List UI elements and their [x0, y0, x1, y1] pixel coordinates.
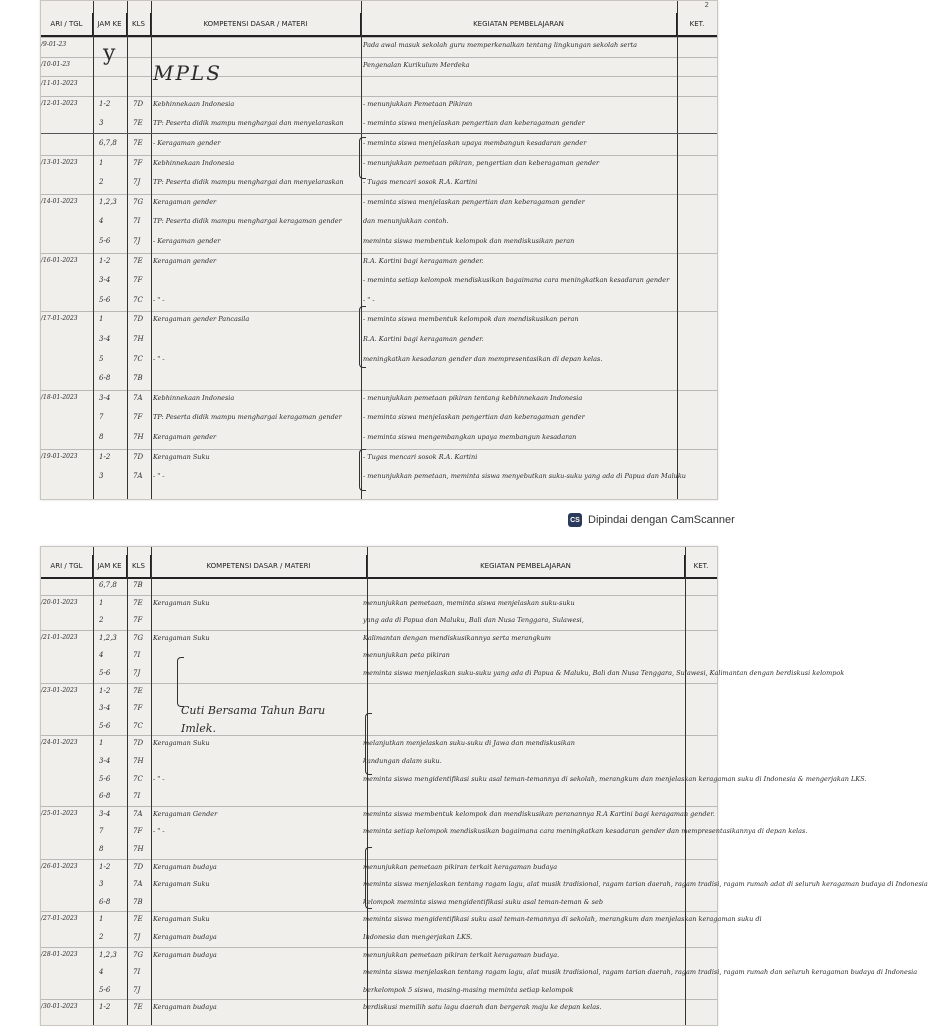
row-kg: - meminta siswa menjelaskan pengertian dan keberagaman gender [363, 413, 585, 422]
row-kls: 7H [133, 757, 144, 765]
row-jam: 4 [99, 651, 104, 660]
header-ket: KET. [693, 561, 709, 570]
row-jam: 1 [99, 739, 104, 748]
row-kg: meminta setiap kelompok mendiskusikan bagaimana cara meningkatkan kesadaran gender dan mempresentasikannya di depan kelas. [363, 827, 808, 836]
row-date: /30-01-2023 [41, 1003, 78, 1011]
row-kd: Keragaman Suku [153, 598, 210, 607]
row-jam: 5-6 [99, 774, 111, 783]
row-date: /9-01-23 [41, 41, 67, 48]
row-kls: 7D [133, 739, 144, 748]
row-kg: meminta siswa menjelaskan tentang ragam lagu, alat musik tradisional, ragam tarian daerah, ragam tradisi, ragam rumah adat di seluruh keragaman budaya di Indonesia [363, 880, 928, 889]
row-kg: - menunjukkan Pemetaan Pikiran [363, 99, 473, 108]
header-jam: JAM KE [93, 13, 127, 35]
row-kls: 7A [133, 472, 143, 481]
row-kg: menunjukkan pemetaan, meminta siswa menjelaskan suku-suku [363, 598, 575, 607]
table-header-2 [41, 555, 717, 579]
row-kls: 7F [133, 158, 143, 167]
row-jam: 1 [99, 915, 104, 924]
row-jam: 6,7,8 [99, 139, 117, 147]
row-kls: 7G [133, 633, 144, 642]
row-kd: Keragaman Suku [153, 452, 210, 461]
row-kg: berkelompok 5 siswa, masing-masing meminta setiap kelompok [363, 985, 574, 994]
row-kd: - Keragaman gender [153, 237, 221, 245]
row-kg: - menunjukkan pemetaan, meminta siswa menyebutkan suku-suku yang ada di Papua dan Maluku [363, 472, 686, 481]
row-kg: - meminta setiap kelompok mendiskusikan bagaimana cara meningkatkan kesadaran gender [363, 276, 670, 285]
row-kls: 7F [133, 704, 143, 713]
row-kd: - Keragaman gender [153, 139, 221, 147]
row-jam: 6-8 [99, 792, 111, 801]
row-kd: Keragaman Suku [153, 739, 210, 748]
row-kd: TP: Peserta didik mampu menghargai dan menyelaraskan [153, 178, 344, 187]
row-kd: TP: Peserta didik mampu menghargai keragaman gender [153, 413, 342, 422]
row-kg: meminta siswa mengidentifikasi suku asal teman-temannya di sekolah, merangkum dan menjelaskan keragaman suku di [363, 915, 762, 924]
row-kd: - " - [153, 472, 165, 481]
row-kg: menunjukkan pemetaan pikiran terkait keragaman budaya [363, 862, 558, 871]
row-date: /20-01-2023 [41, 598, 78, 606]
row-jam: 6-8 [99, 897, 111, 906]
row-kd: Kebhinnekaan Indonesia [153, 158, 235, 167]
row-kg: dan menunjukkan contoh. [363, 217, 449, 226]
row-kls: 7B [133, 581, 143, 589]
row-kg: - Tugas mencari sosok R.A. Kartini [363, 178, 478, 187]
row-kg: Pengenalan Kurikulum Merdeka [363, 60, 470, 69]
row-jam: 3-4 [99, 393, 111, 402]
row-kg: R.A. Kartini bagi keragaman gender. [363, 335, 484, 343]
scanned-page-1: 2 ARI / TGL JAM KE KLS KOMPETENSI DASAR / MATERI KEGIATAN PEMBELAJARAN KET. y /9-01-23 Pada awal masuk sekolah guru memperkenalkan tentang lingkungan sekolah serta /10-01-23 MPLS Pengenalan Kurikulum Merdeka /11-01-2023 /12-01-2023 1-2 7D Kebhinnekaan Indonesia - menunjukkan Pemetaan Pikiran 3 7E TP: Peserta didik mampu menghargai dan menyelaraskan - meminta siswa menjelaskan pengertian dan keberagaman gender 6,7,8 7E - Keragaman gender - meminta siswa menjelaskan upaya membangun kesadaran gender /13-01-2023 1 7F Kebhinnekaan Indonesia - menunjukkan pemetaan pikiran, pengertian dan keberagaman gender 2 7J TP: Peserta didik mampu menghargai dan menyelaraskan - Tugas mencari sosok R.A. Kartini /14-01-2023 1,2,3 7G Keragaman gender - meminta siswa menjelaskan pengertian dan keberagaman gender 4 7I TP: Peserta didik mampu menghargai keragaman gender dan menunjukkan contoh. 5-6 7J - Keragaman gender meminta siswa membentuk kelompok dan mendiskusikan peran /16-01-2023 1-2 7E Keragaman gender R.A. Kartini bagi keragaman gender. 3-4 7F - meminta setiap kelompok mendiskusikan bagaimana cara meningkatkan kesadaran gender 5-6 7C - " - - " - /17-01-2023 1 7D Keragaman gender Pancasila - meminta siswa membentuk kelompok dan mendiskusikan peran 3-4 7H R.A. Kartini bagi keragaman gender. 5 7C - " - meningkatkan kesadaran gender dan mempresentasikan di depan kelas. 6-8 7B /18-01-2023 3-4 7A Kebhinnekaan Indonesia - menunjukkan pemetaan pikiran tentang kebhinnekaan Indonesia 7 7F TP: Peserta didik mampu menghargai keragaman gender - meminta siswa menjelaskan pengertian dan keberagaman gender 8 7H Keragaman gender - meminta siswa mengembangkan upaya membangun kesadaran /19-01-2023 1-2 7D Keragaman Suku - Tugas mencari sosok R.A. Kartini 3 7A - " - - menunjukkan pemetaan, meminta siswa menyebutkan suku-suku yang ada di Papua dan Maluku [40, 0, 718, 500]
row-kls: 7F [133, 413, 143, 422]
row-kls: 7C [133, 774, 143, 783]
row-jam: 8 [99, 433, 104, 441]
row-jam: 1-2 [99, 256, 111, 265]
row-kd: Keragaman gender Pancasila [153, 315, 250, 324]
row-kls: 7G [133, 197, 144, 206]
row-kg: R.A. Kartini bagi keragaman gender. [363, 256, 484, 265]
row-kd: MPLS [153, 60, 222, 85]
row-kls: 7F [133, 827, 143, 836]
row-kg: meminta siswa menjelaskan suku-suku yang ada di Papua & Maluku, Bali dan Nusa Tenggara, Sulawesi, Kalimantan dengan berdiskusi kelompok [363, 669, 845, 677]
row-date: /12-01-2023 [41, 99, 78, 107]
row-kg: Kalimantan dengan mendiskusikannya serta merangkum [363, 633, 551, 642]
row-date: /10-01-23 [41, 60, 70, 68]
row-kd: Keragaman budaya [153, 950, 217, 959]
row-jam: 5 [99, 354, 104, 363]
row-jam: 3 [99, 880, 104, 889]
row-kg: - meminta siswa menjelaskan upaya membangun kesadaran gender [363, 139, 587, 147]
row-date: /28-01-2023 [41, 950, 78, 958]
row-kg: Pada awal masuk sekolah guru memperkenalkan tentang lingkungan sekolah serta [363, 41, 637, 49]
row-kg: - meminta siswa mengembangkan upaya membangun kesadaran [363, 433, 577, 441]
row-kls: 7B [133, 897, 143, 906]
row-date: /23-01-2023 [41, 686, 78, 694]
row-kg: meningkatkan kesadaran gender dan mempresentasikan di depan kelas. [363, 354, 603, 363]
row-date: /13-01-2023 [41, 158, 78, 166]
row-date: /18-01-2023 [41, 393, 78, 401]
row-kd: Keragaman Gender [153, 809, 218, 818]
camscanner-icon: CS [568, 513, 582, 527]
row-jam: 3-4 [99, 809, 111, 818]
row-kd: Keragaman gender [153, 197, 217, 206]
row-jam: 1-2 [99, 452, 111, 461]
row-kg: - meminta siswa menjelaskan pengertian dan keberagaman gender [363, 119, 585, 128]
page-number: 2 [704, 1, 709, 9]
row-kd: Keragaman budaya [153, 1003, 217, 1012]
row-kls: 7E [133, 256, 143, 265]
row-date: /27-01-2023 [41, 915, 78, 923]
row-date: /26-01-2023 [41, 862, 78, 870]
row-kg: - " - [363, 295, 375, 304]
row-jam: 1,2,3 [99, 633, 117, 642]
row-kls: 7E [133, 139, 143, 147]
row-kd: Kebhinnekaan Indonesia [153, 99, 235, 108]
row-jam: 1-2 [99, 862, 111, 871]
header-kd: KOMPETENSI DASAR / MATERI [151, 13, 361, 35]
row-jam: 5-6 [99, 237, 111, 245]
row-jam: 1 [99, 158, 104, 167]
row-jam: 5-6 [99, 721, 111, 730]
row-kd: Keragaman Suku [153, 880, 210, 889]
row-kg: meminta siswa membentuk kelompok dan mendiskusikan peran [363, 237, 575, 245]
row-kls: 7A [133, 393, 143, 402]
row-kg: - menunjukkan pemetaan pikiran tentang kebhinnekaan Indonesia [363, 393, 583, 402]
row-kg: - meminta siswa membentuk kelompok dan mendiskusikan peran [363, 315, 579, 324]
header-kls: KLS [127, 13, 151, 35]
row-kd: - " - [153, 774, 165, 783]
row-jam: 1 [99, 598, 104, 607]
header-ket: KET. [689, 19, 705, 28]
row-kls: 7H [133, 433, 144, 441]
row-kls: 7D [133, 99, 144, 108]
camscanner-text: Dipindai dengan CamScanner [588, 514, 735, 526]
row-kd: Keragaman gender [153, 256, 217, 265]
row-date: /21-01-2023 [41, 633, 78, 641]
row-kg: berdiskusi memilih satu lagu daerah dan bergerak maju ke depan kelas. [363, 1003, 602, 1012]
row-kd: - " - [153, 295, 165, 304]
row-kg: meminta siswa membentuk kelompok dan mendiskusikan peranannya R.A Kartini bagi keragaman gender. [363, 809, 715, 818]
row-kls: 7I [133, 792, 141, 801]
row-kg: meminta siswa mengidentifikasi suku asal teman-temannya di sekolah, merangkum dan menjelaskan keragaman suku di Indonesia & mengerjakan LKS. [363, 774, 867, 783]
row-kls: 7B [133, 374, 143, 383]
row-kg: - Tugas mencari sosok R.A. Kartini [363, 452, 478, 461]
row-kd: Keragaman gender [153, 433, 217, 441]
row-kd: TP: Peserta didik mampu menghargai dan menyelaraskan [153, 119, 344, 128]
row-jam: 7 [99, 827, 104, 836]
row-kls: 7D [133, 862, 144, 871]
row-kls: 7E [133, 915, 143, 924]
row-date: /16-01-2023 [41, 256, 78, 264]
row-kls: 7I [133, 651, 141, 660]
row-date: /19-01-2023 [41, 452, 78, 460]
row-jam: 1,2,3 [99, 197, 117, 206]
header-date: ARI / TGL [41, 555, 93, 577]
row-kls: 7E [133, 119, 143, 128]
row-kls: 7C [133, 295, 143, 304]
row-kg: kelompok meminta siswa mengidentifikasi suku asal teman-teman & seb [363, 897, 603, 906]
row-kls: 7H [133, 335, 144, 343]
row-kls: 7I [133, 217, 141, 226]
row-jam: 6-8 [99, 374, 111, 383]
row-jam: 2 [99, 933, 104, 941]
row-kg: kandungan dalam suku. [363, 757, 442, 765]
row-kd: TP: Peserta didik mampu menghargai keragaman gender [153, 217, 342, 226]
row-kd: - " - [153, 354, 165, 363]
table-header [41, 13, 717, 37]
row-jam: 5-6 [99, 985, 111, 994]
row-kls: 7J [133, 933, 141, 941]
row-jam: 1-2 [99, 686, 111, 695]
row-jam: 4 [99, 968, 104, 977]
header-kg: KEGIATAN PEMBELAJARAN [367, 555, 685, 577]
row-kls: 7D [133, 452, 144, 461]
row-kls: 7E [133, 686, 143, 695]
row-jam: 1 [99, 315, 104, 324]
row-date: /17-01-2023 [41, 315, 78, 323]
row-jam: 2 [99, 178, 104, 187]
row-jam: 3-4 [99, 704, 111, 713]
row-kls: 7J [133, 237, 141, 245]
header-kls: KLS [127, 555, 151, 577]
row-kg: yang ada di Papua dan Maluku, Bali dan Nusa Tenggara, Sulawesi, [363, 616, 584, 625]
row-kls: 7A [133, 880, 143, 889]
row-kls: 7I [133, 968, 141, 977]
row-jam: 5-6 [99, 669, 111, 677]
row-kls: 7J [133, 178, 141, 187]
row-kd: Cuti Bersama Tahun Baru [181, 704, 326, 718]
row-kd: - " - [153, 827, 165, 836]
row-jam: 3 [99, 119, 104, 128]
row-kd: Keragaman budaya [153, 862, 217, 871]
row-kd: Keragaman Suku [153, 915, 210, 924]
row-date: /24-01-2023 [41, 739, 78, 747]
camscanner-watermark [568, 513, 735, 527]
row-kd: Kebhinnekaan Indonesia [153, 393, 235, 402]
row-kg: meminta siswa menjelaskan tentang ragam lagu, alat musik tradisional, ragam tarian daerah, ragam tradisi, ragam rumah dan seluruh keragaman budaya di Indonesia [363, 968, 918, 977]
row-jam: 3 [99, 472, 104, 481]
header-date: ARI / TGL [41, 13, 93, 35]
row-kg: melanjutkan menjelaskan suku-suku di Jawa dan mendiskusikan [363, 739, 575, 748]
row-jam: 3-4 [99, 276, 111, 285]
row-kg: - menunjukkan pemetaan pikiran, pengertian dan keberagaman gender [363, 158, 600, 167]
row-kls: 7J [133, 669, 141, 677]
row-jam: 2 [99, 616, 104, 625]
header-kd: KOMPETENSI DASAR / MATERI [151, 555, 367, 577]
row-kls: 7F [133, 276, 143, 285]
row-kd: Keragaman Suku [153, 633, 210, 642]
row-kg: menunjukkan peta pikiran [363, 651, 450, 660]
row-jam: 1-2 [99, 99, 111, 108]
row-kls: 7G [133, 950, 144, 959]
row-kg: Indonesia dan mengerjakan LKS. [363, 933, 473, 941]
row-kls: 7C [133, 354, 143, 363]
header-kg: KEGIATAN PEMBELAJARAN [361, 13, 677, 35]
row-jam: 1-2 [99, 1003, 111, 1012]
row-kls: 7E [133, 598, 143, 607]
row-kls: 7E [133, 1003, 143, 1012]
scanned-page-2 [40, 546, 928, 1026]
row-kg: menunjukkan pemetaan pikiran terkait keragaman budaya. [363, 950, 560, 959]
row-kls: 7H [133, 845, 144, 853]
row-jam: 8 [99, 845, 104, 853]
row-kd: Imlek. [181, 721, 216, 735]
row-kls: 7C [133, 721, 143, 730]
row-jam: 5-6 [99, 295, 111, 304]
row-kd: Keragaman budaya [153, 933, 217, 941]
row-date: /14-01-2023 [41, 197, 78, 205]
row-kls: 7J [133, 985, 141, 994]
row-date: /11-01-2023 [41, 80, 78, 88]
row-jam: 3-4 [99, 335, 111, 343]
row-kg: - meminta siswa menjelaskan pengertian dan keberagaman gender [363, 197, 585, 206]
row-kls: 7F [133, 616, 143, 625]
row-kls: 7A [133, 809, 143, 818]
row-jam: 6,7,8 [99, 581, 117, 589]
row-jam: 3-4 [99, 757, 111, 765]
row-jam: 7 [99, 413, 104, 422]
row-jam: 1,2,3 [99, 950, 117, 959]
row-date: /25-01-2023 [41, 809, 78, 817]
header-jam: JAM KE [93, 555, 127, 577]
row-jam: 4 [99, 217, 104, 226]
row-kls: 7D [133, 315, 144, 324]
